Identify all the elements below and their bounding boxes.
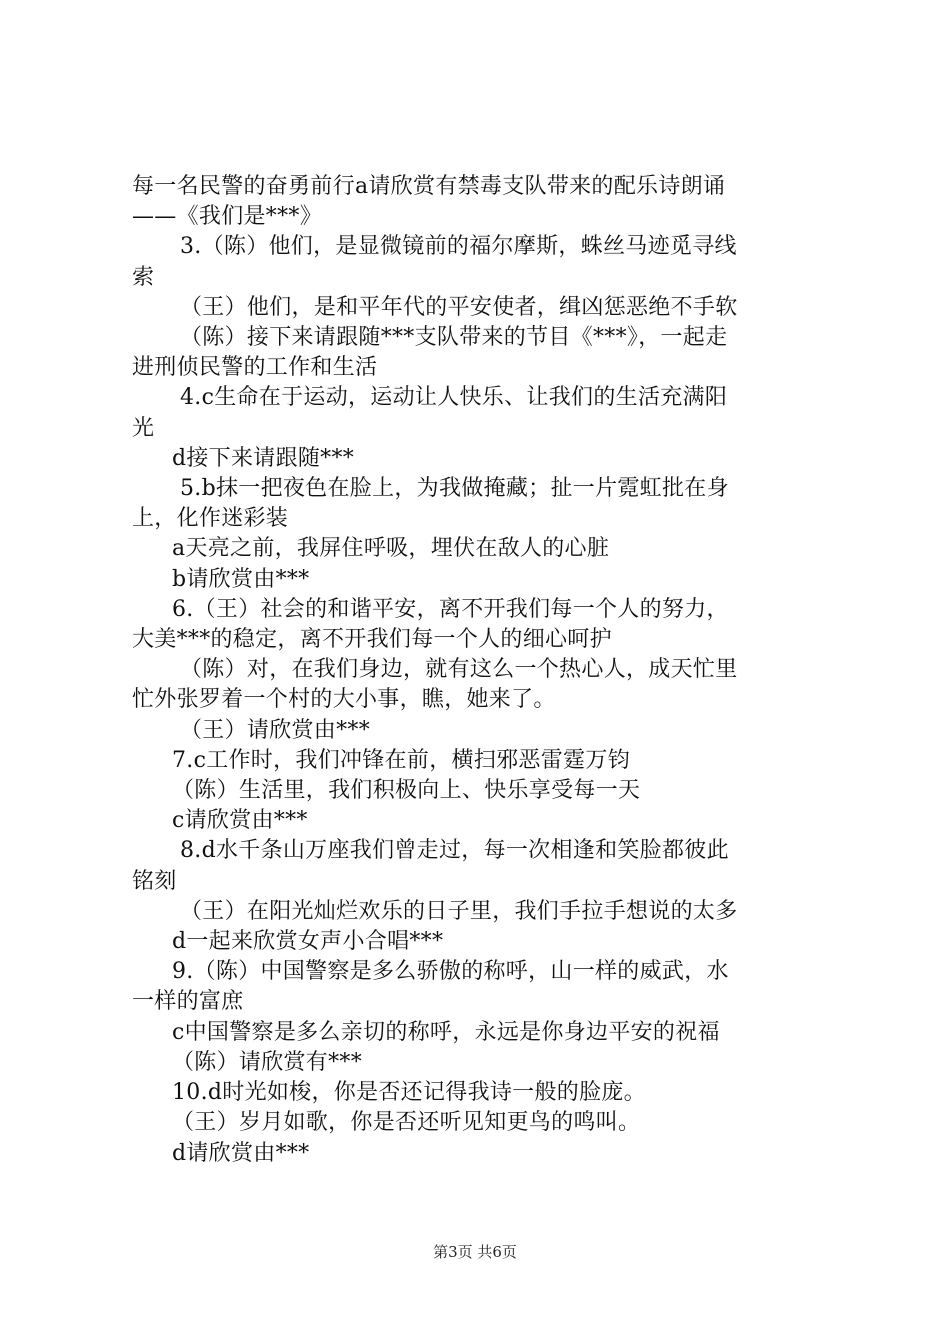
- text-line: 7.c工作时，我们冲锋在前，横扫邪恶雷霆万钧: [172, 747, 630, 773]
- text-line: （陈）生活里，我们积极向上、快乐享受每一天: [172, 778, 641, 804]
- text-line: 一样的富庶: [132, 989, 244, 1015]
- text-line: （陈）接下来请跟随***支队带来的节目《***》，一起走: [180, 325, 728, 351]
- text-line: 铭刻: [132, 868, 177, 894]
- text-line: 每一名民警的奋勇前行a请欣赏有禁毒支队带来的配乐诗朗诵: [132, 174, 726, 199]
- text-line: a天亮之前，我屏住呼吸，埋伏在敌人的心脏: [172, 536, 610, 562]
- text-line: （陈）对，在我们身边，就有这么一个热心人，成天忙里: [180, 657, 738, 683]
- page-footer: 第3页 共6页: [433, 1243, 517, 1261]
- text-line: （王）岁月如歌，你是否还听见知更鸟的鸣叫。: [172, 1110, 641, 1136]
- text-line: 8.d水千条山万座我们曾走过，每一次相逢和笑脸都彼此: [180, 838, 729, 864]
- text-line: c中国警察是多么亲切的称呼，永远是你身边平安的祝福: [172, 1019, 720, 1045]
- text-line: d一起来欣赏女声小合唱***: [172, 929, 444, 955]
- text-line: （王）请欣赏由***: [180, 717, 371, 743]
- text-line: d接下来请跟随***: [172, 445, 355, 471]
- text-line: 9.（陈）中国警察是多么骄傲的称呼，山一样的威武，水: [172, 959, 729, 985]
- text-line: ——《我们是***》: [132, 204, 323, 230]
- text-line: 10.d时光如梭，你是否还记得我诗一般的脸庞。: [172, 1080, 646, 1106]
- text-line: 上，化作迷彩装: [132, 506, 289, 532]
- text-line: 6.（王）社会的和谐平安，离不开我们每一个人的努力，: [172, 596, 729, 622]
- text-line: （陈）请欣赏有***: [172, 1049, 363, 1075]
- text-line: 索: [132, 264, 155, 290]
- text-line: 3.（陈）他们，是显微镜前的福尔摩斯，蛛丝马迹觅寻线: [180, 234, 737, 260]
- text-line: 光: [132, 415, 155, 441]
- text-line: d请欣赏由***: [172, 1140, 310, 1166]
- text-line: 大美***的稳定，离不开我们每一个人的细心呵护: [132, 627, 612, 653]
- text-line: 进刑侦民警的工作和生活: [132, 355, 378, 381]
- text-line: 4.c生命在于运动，运动让人快乐、让我们的生活充满阳: [180, 385, 728, 411]
- document-body: [132, 172, 834, 1169]
- text-line: （王）在阳光灿烂欢乐的日子里，我们手拉手想说的太多: [180, 898, 738, 924]
- text-line: （王）他们，是和平年代的平安使者，缉凶惩恶绝不手软: [180, 294, 738, 320]
- text-line: 5.b抹一把夜色在脸上，为我做掩藏；扯一片霓虹批在身: [180, 476, 729, 502]
- text-line: b请欣赏由***: [172, 566, 310, 592]
- text-line: c请欣赏由***: [172, 808, 308, 834]
- text-line: 忙外张罗着一个村的大小事，瞧，她来了。: [132, 687, 556, 713]
